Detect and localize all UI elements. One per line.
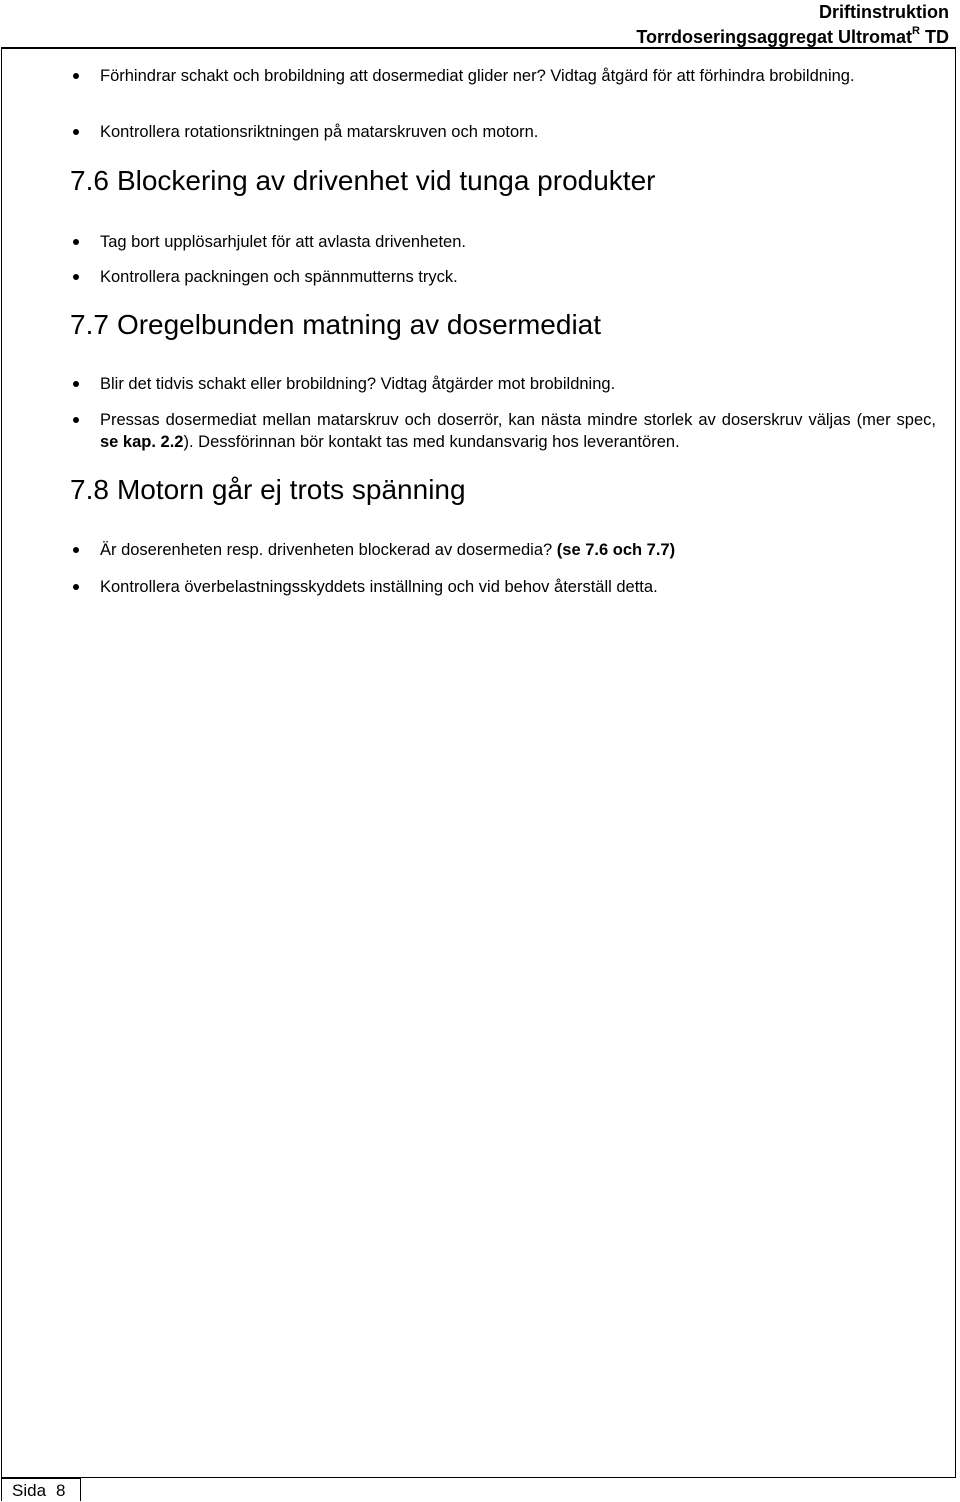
chapter-reference: se kap. 2.2 — [100, 433, 184, 451]
page-label: Sida — [12, 1481, 47, 1500]
list-item: Blir det tidvis schakt eller brobildning? Vidtag åtgärder mot brobildning. — [100, 375, 616, 393]
section-reference: (se 7.6 och 7.7) — [556, 541, 676, 559]
section-heading-7-7: 7.7 Oregelbunden matning av dosermediat — [70, 309, 602, 340]
list-item: Förhindrar schakt och brobildning att dosermediat glider ner? Vidtag åtgärd för att förhindra brobildning. — [100, 67, 855, 85]
page-number: 8 — [56, 1481, 66, 1500]
section-heading-7-8: 7.8 Motorn går ej trots spänning — [70, 474, 466, 505]
document-title: Driftinstruktion — [819, 2, 949, 22]
list-item: Kontrollera packningen och spännmutterns tryck. — [100, 268, 458, 286]
list-item: Pressas dosermediat mellan matarskruv och doserrör, kan nästa mindre storlek av doserskruv väljas (mer spec, se kap. 2.2). Dessförinnan bör kontakt tas med kundansvarig hos leverantören. — [100, 411, 936, 451]
list-item: Tag bort upplösarhjulet för att avlasta drivenheten. — [100, 233, 466, 251]
content-frame — [1, 48, 956, 1478]
registered-mark: R — [912, 25, 920, 37]
page-footer — [12, 1480, 66, 1502]
page-header — [636, 0, 949, 50]
list-item: Kontrollera överbelastningsskyddets inställning och vid behov återställ detta. — [100, 578, 658, 596]
document-subtitle: Torrdoseringsaggregat Ultromat$^R$ TD — [636, 25, 949, 47]
list-item: Är doserenheten resp. drivenheten blockerad av dosermedia? (se 7.6 och 7.7) — [100, 541, 676, 559]
list-item: Kontrollera rotationsriktningen på matarskruven och motorn. — [100, 123, 539, 141]
section-heading-7-6: 7.6 Blockering av drivenhet vid tunga produkter — [70, 165, 656, 196]
